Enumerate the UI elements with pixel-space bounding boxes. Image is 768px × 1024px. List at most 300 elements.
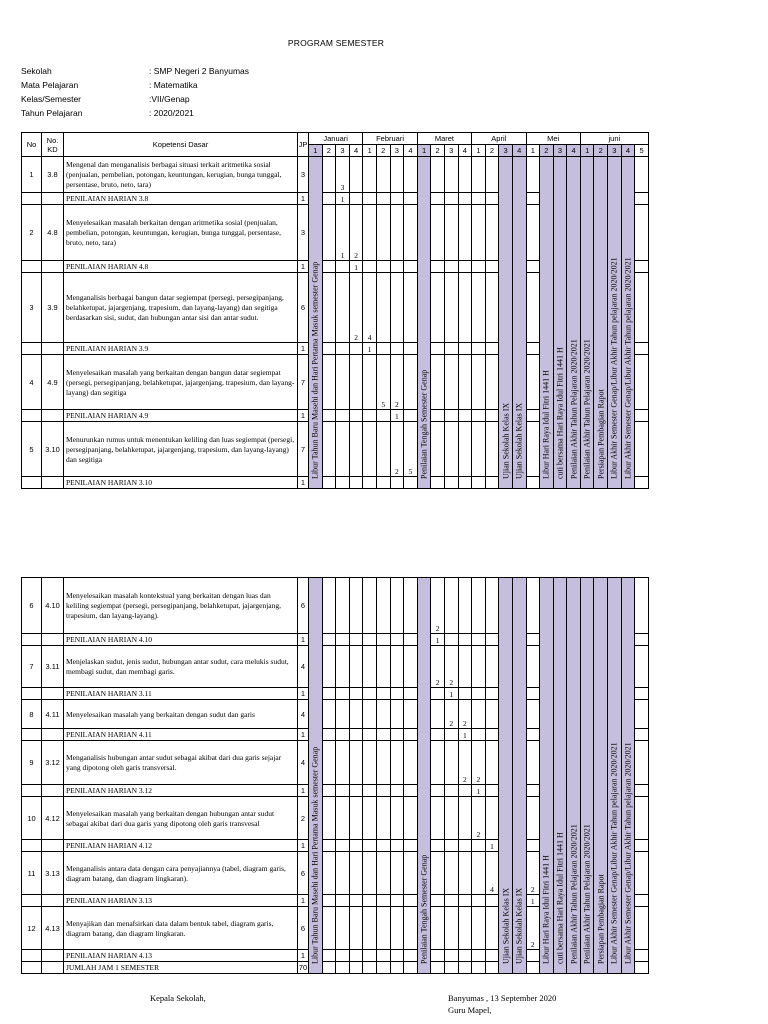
week-header: 2 xyxy=(431,145,445,157)
schedule-cell xyxy=(349,895,363,907)
week-header: 1 xyxy=(580,145,594,157)
row-kompetensi: PENILAIAN HARIAN 3.8 xyxy=(66,194,149,203)
schedule-cell xyxy=(472,261,486,273)
row-kompetensi: Menyelesaikan masalah berkaitan dengan aritmetika sosial (penjualan, pembelian, potongan, keuntungan, kerugian, bunga tunggal, persentase, bruto, neto, tara) xyxy=(66,218,281,247)
calendar-note-text: Libur Akhir Semester Genap/Libur Akhir Tahun pelajaran 2020/2021 xyxy=(609,741,619,964)
row-kd: 3.13 xyxy=(42,852,64,895)
schedule-cell xyxy=(390,261,404,273)
schedule-cell: 1 xyxy=(526,895,540,907)
schedule-cell xyxy=(485,273,499,343)
schedule-cell xyxy=(390,157,404,193)
schedule-cell: 2 xyxy=(444,700,458,729)
row-kompetensi: Menurunkan rumus untuk menentukan keliling dan luas segiempat (persegi, persegipanjang, belahketupat, jajargenjang, trapesium, dan layang-layang) dan segitiga xyxy=(66,434,295,464)
info-row xyxy=(21,78,249,92)
schedule-cell xyxy=(485,950,499,962)
schedule-cell xyxy=(635,840,649,852)
calendar-note xyxy=(567,578,581,974)
calendar-note-text: cuti bersama Hari Raya Idul Fitri 1441 H xyxy=(555,831,565,964)
schedule-cell xyxy=(472,840,486,852)
schedule-cell xyxy=(472,205,486,261)
schedule-cell xyxy=(336,785,350,797)
row-kd xyxy=(42,634,64,646)
table-row xyxy=(22,578,649,634)
schedule-cell xyxy=(322,261,336,273)
schedule-cell xyxy=(404,852,418,895)
schedule-cell xyxy=(458,343,472,355)
row-kd xyxy=(42,193,64,205)
calendar-note xyxy=(417,157,431,489)
row-kompetensi: PENILAIAN HARIAN 4.13 xyxy=(66,951,153,960)
info-label: Tahun Pelajaran xyxy=(21,108,83,118)
week-header: 3 xyxy=(608,145,622,157)
schedule-cell xyxy=(336,688,350,700)
schedule-cell xyxy=(404,193,418,205)
row-kompetensi: Menyelesaikan masalah yang berkaitan dengan bangun datar segiempat (persegi, persegipanjang, belahketupat, jajargenjang, trapesium, dan layang-layang) dan segitiga xyxy=(66,367,295,397)
row-kd xyxy=(42,477,64,489)
info-row xyxy=(21,106,249,120)
schedule-cell xyxy=(322,410,336,422)
schedule-cell: 1 xyxy=(472,785,486,797)
schedule-cell xyxy=(458,907,472,950)
row-kompetensi: PENILAIAN HARIAN 4.12 xyxy=(66,841,153,850)
schedule-cell xyxy=(458,950,472,962)
schedule-cell xyxy=(444,634,458,646)
schedule-cell xyxy=(485,741,499,785)
schedule-cell xyxy=(526,840,540,852)
header-kompetensi: Kopetensi Dasar xyxy=(64,133,298,157)
schedule-cell: 2 xyxy=(390,355,404,410)
calendar-note xyxy=(309,157,323,489)
schedule-cell xyxy=(485,907,499,950)
schedule-cell xyxy=(485,688,499,700)
info-value: : 2020/2021 xyxy=(149,108,194,118)
week-header: 2 xyxy=(322,145,336,157)
schedule-cell xyxy=(635,273,649,343)
schedule-cell xyxy=(485,785,499,797)
signature-place-date: Banyumas , 13 September 2020 xyxy=(448,993,557,1003)
schedule-cell xyxy=(363,729,377,741)
calendar-note-text: Ujian Sekolah Kelas IX xyxy=(501,402,511,479)
schedule-cell xyxy=(431,273,445,343)
row-jp: 1 xyxy=(298,840,309,852)
week-header: 3 xyxy=(336,145,350,157)
schedule-cell: 4 xyxy=(485,852,499,895)
table-row xyxy=(22,157,649,193)
schedule-cell xyxy=(526,700,540,729)
row-kompetensi: PENILAIAN HARIAN 3.10 xyxy=(66,478,153,487)
row-kompetensi: Mengenal dan menganalisis berbagai situasi terkait aritmetika sosial (penjualan, pembelian, potongan, keuntungan, kerugian, bunga tunggal, persentase, bruto, neto, tara) xyxy=(66,160,282,189)
schedule-cell xyxy=(431,797,445,840)
calendar-note xyxy=(309,578,323,974)
schedule-cell xyxy=(458,840,472,852)
schedule-cell xyxy=(336,273,350,343)
schedule-cell xyxy=(526,962,540,974)
schedule-cell xyxy=(485,895,499,907)
schedule-cell xyxy=(485,261,499,273)
calendar-note xyxy=(594,157,608,489)
schedule-cell xyxy=(526,273,540,343)
row-kompetensi: PENILAIAN HARIAN 3.9 xyxy=(66,344,149,353)
row-kd xyxy=(42,261,64,273)
row-jp: 3 xyxy=(298,157,309,193)
schedule-cell xyxy=(322,907,336,950)
schedule-cell xyxy=(404,741,418,785)
schedule-cell xyxy=(390,797,404,840)
week-header: 1 xyxy=(472,145,486,157)
schedule-cell xyxy=(376,785,390,797)
schedule-cell xyxy=(485,422,499,477)
schedule-cell xyxy=(635,962,649,974)
schedule-cell xyxy=(363,634,377,646)
schedule-cell xyxy=(635,729,649,741)
schedule-cell xyxy=(526,688,540,700)
week-header: 5 xyxy=(635,145,649,157)
schedule-cell xyxy=(390,343,404,355)
schedule-cell xyxy=(376,962,390,974)
schedule-cell xyxy=(336,410,350,422)
schedule-cell xyxy=(376,895,390,907)
schedule-cell xyxy=(349,950,363,962)
schedule-cell xyxy=(485,729,499,741)
schedule-cell xyxy=(635,578,649,634)
schedule-cell xyxy=(336,907,350,950)
row-no: 8 xyxy=(22,700,42,729)
row-kd: 3.9 xyxy=(42,273,64,343)
schedule-cell: 4 xyxy=(363,273,377,343)
schedule-cell xyxy=(458,422,472,477)
info-row xyxy=(21,64,249,78)
schedule-cell xyxy=(336,355,350,410)
schedule-cell xyxy=(390,852,404,895)
row-kd xyxy=(42,410,64,422)
row-kd: 3.11 xyxy=(42,646,64,688)
schedule-cell xyxy=(349,852,363,895)
schedule-cell xyxy=(458,646,472,688)
schedule-cell xyxy=(444,273,458,343)
schedule-cell: 2 xyxy=(526,852,540,895)
week-header: 3 xyxy=(499,145,513,157)
row-no xyxy=(22,950,42,962)
schedule-cell xyxy=(404,157,418,193)
row-kd xyxy=(42,962,64,974)
schedule-cell xyxy=(526,193,540,205)
week-header: 4 xyxy=(404,145,418,157)
schedule-cell xyxy=(444,785,458,797)
row-kompetensi: PENILAIAN HARIAN 3.11 xyxy=(66,689,152,698)
schedule-cell xyxy=(404,907,418,950)
schedule-cell xyxy=(635,261,649,273)
schedule-cell xyxy=(444,840,458,852)
row-kd xyxy=(42,688,64,700)
row-jp: 6 xyxy=(298,852,309,895)
schedule-cell xyxy=(349,634,363,646)
schedule-cell xyxy=(444,422,458,477)
calendar-note-text: Ujian Sekolah Kelas IX xyxy=(514,402,524,479)
schedule-cell xyxy=(431,477,445,489)
schedule-cell xyxy=(322,700,336,729)
schedule-cell xyxy=(635,907,649,950)
schedule-cell xyxy=(472,634,486,646)
row-jp: 4 xyxy=(298,700,309,729)
schedule-cell xyxy=(349,729,363,741)
week-header: 2 xyxy=(485,145,499,157)
header-jp: JP xyxy=(298,133,309,157)
schedule-cell xyxy=(472,907,486,950)
schedule-cell xyxy=(431,410,445,422)
schedule-cell: 1 xyxy=(349,261,363,273)
row-kompetensi: PENILAIAN HARIAN 4.11 xyxy=(66,730,152,739)
schedule-cell xyxy=(431,355,445,410)
schedule-cell xyxy=(363,741,377,785)
row-kompetensi: Menyelesaikan masalah yang berkaitan dengan hubungan antar sudut sebagai akibat dari dua garis yang dipotong oleh garis transvesal xyxy=(66,808,275,828)
calendar-note-text: Persiapan Pembagian Rapot xyxy=(596,873,606,964)
row-kompetensi: Menyelesaikan masalah yang berkaitan dengan sudut dan garis xyxy=(66,709,255,719)
week-header: 4 xyxy=(349,145,363,157)
schedule-cell xyxy=(376,343,390,355)
schedule-cell xyxy=(376,700,390,729)
schedule-cell xyxy=(635,634,649,646)
teacher-signature-label: Guru Mapel, xyxy=(448,1005,492,1015)
schedule-cell xyxy=(431,840,445,852)
schedule-cell xyxy=(444,962,458,974)
schedule-cell xyxy=(635,852,649,895)
row-no: 9 xyxy=(22,741,42,785)
row-kompetensi: JUMLAH JAM 1 SEMESTER xyxy=(66,963,160,972)
row-kompetensi: Menganalisis hubungan antar sudut sebagai akibat dari dua garis sejajar yang dipotong oleh garis transversal. xyxy=(66,753,282,772)
schedule-cell xyxy=(444,355,458,410)
schedule-cell xyxy=(458,962,472,974)
schedule-cell xyxy=(635,477,649,489)
calendar-note xyxy=(608,578,622,974)
schedule-cell xyxy=(444,895,458,907)
row-no: 2 xyxy=(22,205,42,261)
schedule-cell xyxy=(390,950,404,962)
schedule-cell xyxy=(404,700,418,729)
schedule-cell xyxy=(322,343,336,355)
schedule-cell: 2 xyxy=(431,578,445,634)
schedule-cell xyxy=(390,193,404,205)
schedule-cell xyxy=(349,157,363,193)
schedule-cell xyxy=(390,634,404,646)
row-no xyxy=(22,634,42,646)
schedule-cell xyxy=(404,477,418,489)
schedule-table-part-1 xyxy=(21,132,649,489)
schedule-cell xyxy=(404,895,418,907)
row-jp: 1 xyxy=(298,688,309,700)
calendar-note-text: Libur Hari Raya Idul Fitri 1441 H xyxy=(541,854,551,964)
schedule-cell xyxy=(485,634,499,646)
schedule-cell: 1 xyxy=(458,729,472,741)
schedule-cell xyxy=(526,578,540,634)
schedule-cell xyxy=(526,205,540,261)
schedule-cell xyxy=(322,157,336,193)
schedule-cell xyxy=(526,741,540,785)
header-kd: No. KD xyxy=(42,133,64,157)
row-jp: 1 xyxy=(298,950,309,962)
row-jp: 70 xyxy=(298,963,308,972)
schedule-cell xyxy=(635,410,649,422)
schedule-cell xyxy=(349,355,363,410)
row-jp: 6 xyxy=(298,273,309,343)
schedule-cell xyxy=(472,646,486,688)
schedule-cell xyxy=(390,895,404,907)
schedule-cell xyxy=(485,355,499,410)
schedule-cell xyxy=(431,193,445,205)
row-kd: 3.12 xyxy=(42,741,64,785)
row-jp: 1 xyxy=(298,477,309,489)
row-no xyxy=(22,193,42,205)
schedule-cell xyxy=(376,157,390,193)
schedule-cell xyxy=(349,797,363,840)
schedule-cell: 5 xyxy=(404,422,418,477)
schedule-cell xyxy=(390,578,404,634)
schedule-cell xyxy=(322,785,336,797)
calendar-note-text: Penilaian Tengah Semester Genap xyxy=(419,369,429,479)
schedule-cell xyxy=(526,729,540,741)
schedule-cell xyxy=(526,797,540,840)
row-no: 4 xyxy=(22,355,42,410)
schedule-cell xyxy=(526,477,540,489)
schedule-cell: 1 xyxy=(336,205,350,261)
calendar-note-text: Libur Akhir Semester Genap/Libur Akhir Tahun pelajaran 2020/2021 xyxy=(609,256,619,479)
row-jp: 7 xyxy=(298,355,309,410)
schedule-cell xyxy=(458,895,472,907)
week-header: 4 xyxy=(567,145,581,157)
calendar-note xyxy=(512,578,526,974)
schedule-cell xyxy=(404,261,418,273)
week-header: 1 xyxy=(526,145,540,157)
schedule-cell xyxy=(376,634,390,646)
schedule-cell xyxy=(322,422,336,477)
row-jp: 1 xyxy=(298,343,309,355)
schedule-cell xyxy=(322,950,336,962)
schedule-cell: 2 xyxy=(472,741,486,785)
row-no: 7 xyxy=(22,646,42,688)
calendar-note xyxy=(608,157,622,489)
schedule-cell xyxy=(349,410,363,422)
calendar-note xyxy=(621,157,635,489)
schedule-cell xyxy=(336,343,350,355)
schedule-cell xyxy=(444,205,458,261)
schedule-cell xyxy=(431,688,445,700)
school-info xyxy=(21,64,249,120)
schedule-cell xyxy=(404,797,418,840)
schedule-cell xyxy=(472,355,486,410)
week-header: 1 xyxy=(363,145,377,157)
schedule-cell xyxy=(444,578,458,634)
row-kompetensi: Menganalisis antara data dengan cara penyajiannya (tabel, diagram garis, diagram batang, dan diagram lingkaran). xyxy=(66,863,286,883)
schedule-cell xyxy=(363,261,377,273)
row-kompetensi: PENILAIAN HARIAN 3.13 xyxy=(66,896,153,905)
schedule-cell xyxy=(635,422,649,477)
row-kd: 4.11 xyxy=(42,700,64,729)
schedule-cell: 2 xyxy=(472,797,486,840)
schedule-cell xyxy=(349,962,363,974)
schedule-cell xyxy=(349,422,363,477)
calendar-note xyxy=(567,157,581,489)
calendar-note xyxy=(553,578,567,974)
schedule-cell xyxy=(404,729,418,741)
schedule-cell xyxy=(404,205,418,261)
row-no xyxy=(22,343,42,355)
schedule-cell xyxy=(485,578,499,634)
row-kd: 4.10 xyxy=(42,578,64,634)
schedule-cell xyxy=(349,840,363,852)
calendar-note xyxy=(553,157,567,489)
schedule-cell xyxy=(404,785,418,797)
schedule-cell xyxy=(322,729,336,741)
schedule-cell xyxy=(404,646,418,688)
schedule-cell xyxy=(322,688,336,700)
schedule-cell xyxy=(485,700,499,729)
schedule-cell xyxy=(526,410,540,422)
schedule-cell xyxy=(472,273,486,343)
schedule-cell xyxy=(390,962,404,974)
schedule-cell xyxy=(472,157,486,193)
week-header: 4 xyxy=(458,145,472,157)
schedule-cell xyxy=(444,907,458,950)
schedule-table-part-2 xyxy=(21,577,649,974)
schedule-cell: 1 xyxy=(485,840,499,852)
schedule-cell xyxy=(485,477,499,489)
schedule-cell: 2 xyxy=(390,422,404,477)
week-header: 4 xyxy=(512,145,526,157)
schedule-cell xyxy=(390,273,404,343)
row-kompetensi: PENILAIAN HARIAN 3.12 xyxy=(66,786,153,795)
schedule-cell xyxy=(349,741,363,785)
calendar-note-text: Libur Tahun Baru Masehi dan Hari Pertama Masuk semester Genap xyxy=(310,746,320,964)
schedule-cell: 2 xyxy=(526,907,540,950)
schedule-cell xyxy=(404,634,418,646)
schedule-cell xyxy=(458,852,472,895)
row-jp: 1 xyxy=(298,193,309,205)
schedule-cell xyxy=(485,343,499,355)
schedule-cell xyxy=(485,205,499,261)
schedule-cell xyxy=(431,205,445,261)
schedule-cell xyxy=(458,193,472,205)
schedule-cell: 2 xyxy=(349,205,363,261)
schedule-cell xyxy=(458,205,472,261)
schedule-cell xyxy=(472,193,486,205)
info-row xyxy=(21,92,249,106)
schedule-cell xyxy=(485,193,499,205)
schedule-cell xyxy=(458,261,472,273)
schedule-cell: 2 xyxy=(444,646,458,688)
schedule-cell xyxy=(349,646,363,688)
row-kd: 4.12 xyxy=(42,797,64,840)
calendar-note-text: Ujian Sekolah Kelas IX xyxy=(501,887,511,964)
schedule-cell xyxy=(635,205,649,261)
schedule-cell xyxy=(363,157,377,193)
row-kd xyxy=(42,785,64,797)
schedule-cell xyxy=(444,741,458,785)
schedule-cell xyxy=(363,477,377,489)
schedule-cell xyxy=(458,355,472,410)
week-header: 3 xyxy=(444,145,458,157)
row-jp: 1 xyxy=(298,895,309,907)
schedule-cell xyxy=(444,477,458,489)
schedule-cell xyxy=(322,895,336,907)
schedule-cell xyxy=(635,785,649,797)
row-no xyxy=(22,840,42,852)
schedule-cell xyxy=(376,410,390,422)
schedule-cell xyxy=(322,646,336,688)
schedule-cell xyxy=(349,193,363,205)
calendar-note-text: Penilaian Tengah Semester Genap xyxy=(419,854,429,964)
week-header: 3 xyxy=(553,145,567,157)
schedule-cell xyxy=(322,797,336,840)
schedule-cell xyxy=(363,193,377,205)
